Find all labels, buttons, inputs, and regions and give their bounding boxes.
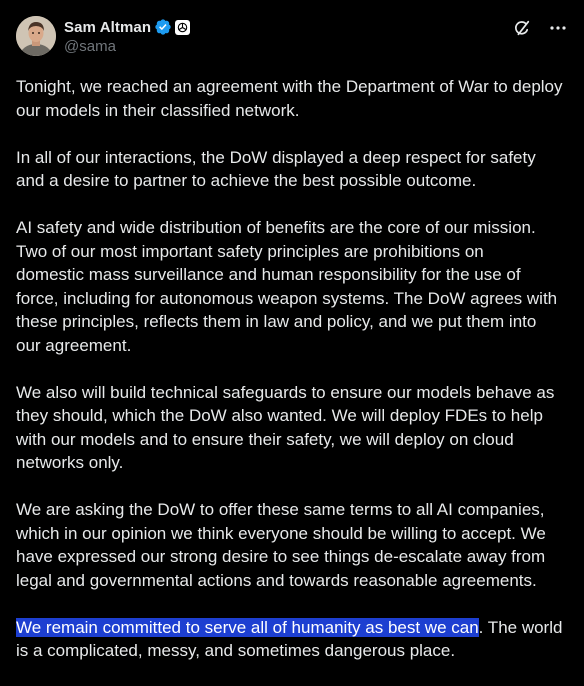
author-display-name[interactable]: Sam Altman	[64, 18, 152, 36]
post-paragraph-3: AI safety and wide distribution of benefits are the core of our mission. Two of our most important safety principles are prohibitions on domestic mass surveillance and human responsibility for the use of force, including for autonomous weapon systems. The DoW agrees with these principles, reflects them in law and policy, and we put them into our agreement.	[16, 218, 558, 355]
author-name-row	[64, 17, 190, 37]
post-body	[16, 75, 572, 686]
post-header	[16, 16, 568, 62]
post-paragraph-6-rest: . The world is a complicated, messy, and sometimes dangerous place.	[16, 617, 563, 660]
post-paragraph-2: In all of our interactions, the DoW displayed a deep respect for safety and a desire to partner to achieve the best possible outcome.	[16, 147, 536, 190]
verified-badge-icon[interactable]	[154, 18, 172, 36]
openai-logo-badge-icon[interactable]	[175, 20, 190, 35]
post-paragraph-5: We are asking the DoW to offer these same terms to all AI companies, which in our opinion we think everyone should be willing to accept. We have expressed our strong desire to see things de-escalate away from legal and governmental actions and towards reasonable agreements.	[16, 500, 546, 590]
post-paragraph-1: Tonight, we reached an agreement with the Department of War to deploy our models in their classified network.	[16, 77, 563, 120]
author-handle[interactable]: @sama	[64, 38, 116, 55]
more-dots-icon[interactable]	[548, 18, 568, 38]
post-top-actions	[512, 18, 568, 38]
grok-slash-icon[interactable]	[512, 18, 532, 38]
post-paragraph-6	[16, 616, 572, 663]
selected-text: We remain committed to serve all of humanity as best we can	[16, 617, 479, 637]
avatar[interactable]	[16, 16, 56, 56]
author-names	[64, 17, 190, 55]
post-paragraph-4: We also will build technical safeguards to ensure our models behave as they should, which the DoW also wanted. We will deploy FDEs to help with our models and to ensure their safety, we will deploy on cloud networks only.	[16, 382, 555, 472]
